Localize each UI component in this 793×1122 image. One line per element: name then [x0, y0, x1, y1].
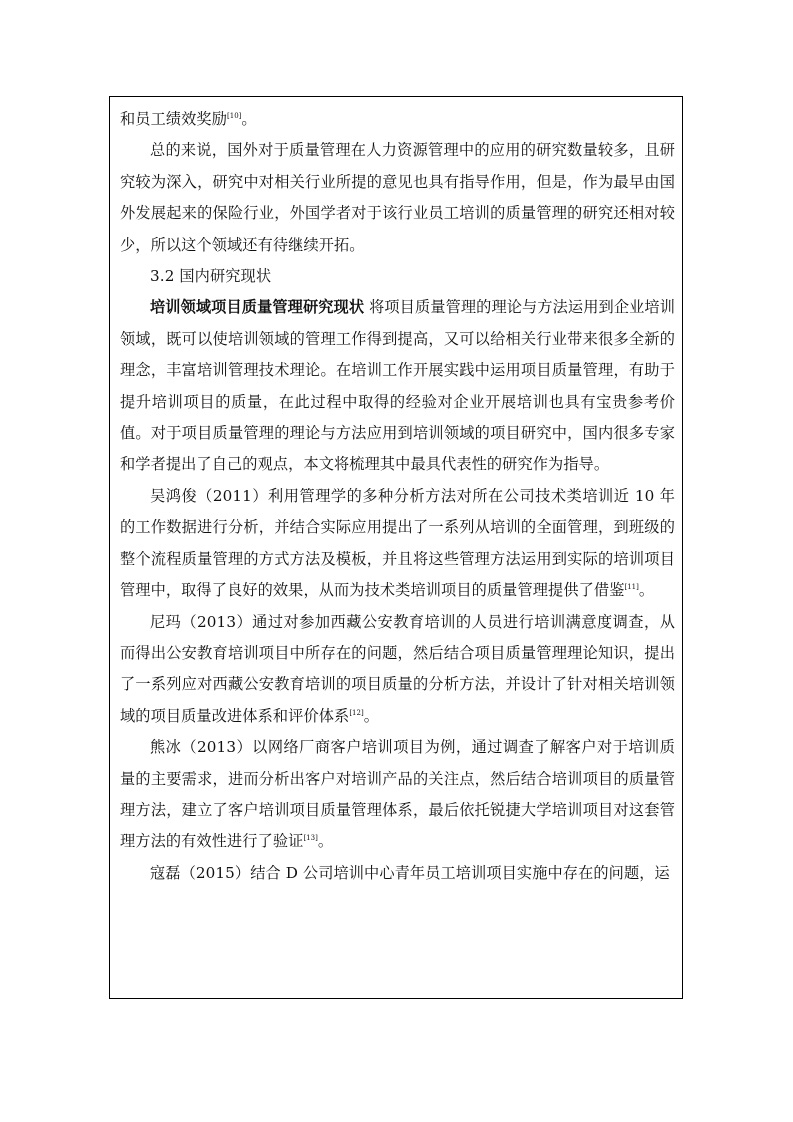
text-run: 。	[638, 581, 655, 600]
paragraph	[120, 481, 675, 607]
text-run: 。	[241, 110, 257, 128]
text-run: 吴鸿俊（2011）利用管理学的多种分析方法对所在公司技术类培训近 10 年的工作数据进行分析，并结合实际应用提出了一系列从培训的全面管理，到班级的整个流程质量管理的方式方法及模板，并且将这些管理方法运用到实际的培训项目管理中，取得了良好的效果，从而为技术类培训项目的质量管理提供了借鉴	[120, 486, 675, 600]
paragraph	[120, 261, 675, 292]
text-run: 将项目质量管理的理论与方法运用到企业培训领域，既可以使培训领域的管理工作得到提高，又可以给相关行业带来很多全新的理念，丰富培训管理技术理论。在培训工作开展实践中运用项目质量管理，有助于提升培训项目的质量，在此过程中取得的经验对企业开展培训也具有宝贵参考价值。对于项目质量管理的理论与方法应用到培训领域的项目研究中，国内很多专家和学者提出了自己的观点，本文将梳理其中最具代表性的研究作为指导。	[120, 298, 675, 474]
citation-ref: [13]	[303, 834, 318, 843]
text-run: 寇磊（2015）结合 D 公司培训中心青年员工培训项目实施中存在的问题，运	[150, 863, 670, 882]
paragraph	[120, 607, 675, 733]
text-run: 尼玛（2013）通过对参加西藏公安教育培训的人员进行培训满意度调查，从而得出公安教育培训项目中所存在的问题，然后结合项目质量管理理论知识，提出了一系列应对西藏公安教育培训的项目质量的分析方法，并设计了针对相关培训领域的项目质量改进体系和评价体系	[120, 612, 675, 725]
citation-ref: [11]	[624, 583, 639, 592]
text-run: 熊冰（2013）以网络厂商客户培训项目为例，通过调查了解客户对于培训质量的主要需求，进而分析出客户对培训产品的关注点，然后结合培训项目的质量管理方法，建立了客户培训项目质量管理体系，最后依托锐捷大学培训项目对这套管理方法的有效性进行了验证	[120, 738, 675, 851]
citation-ref: [12]	[349, 708, 364, 717]
citation-ref: [10]	[227, 112, 242, 120]
paragraph	[120, 104, 675, 135]
text-run: 和员工绩效奖励	[120, 110, 228, 128]
paragraph	[120, 292, 675, 480]
text-run: 总的来说，国外对于质量管理在人力资源管理中的应用的研究数量较多，且研究较为深入，研究中对相关行业所提的意见也具有指导作用，但是，作为最早由国外发展起来的保险行业，外国学者对于该行业员工培训的质量管理的研究还相对较少，所以这个领域还有待继续开拓。	[120, 141, 675, 254]
paragraph	[120, 858, 675, 889]
document-body	[120, 104, 675, 889]
text-run: 。	[317, 832, 334, 851]
text-run: 3.2 国内研究现状	[150, 267, 272, 286]
paragraph	[120, 135, 675, 261]
bold-heading-run: 培训领域项目质量管理研究现状	[150, 298, 365, 317]
text-run: 。	[363, 706, 379, 725]
paragraph	[120, 732, 675, 858]
